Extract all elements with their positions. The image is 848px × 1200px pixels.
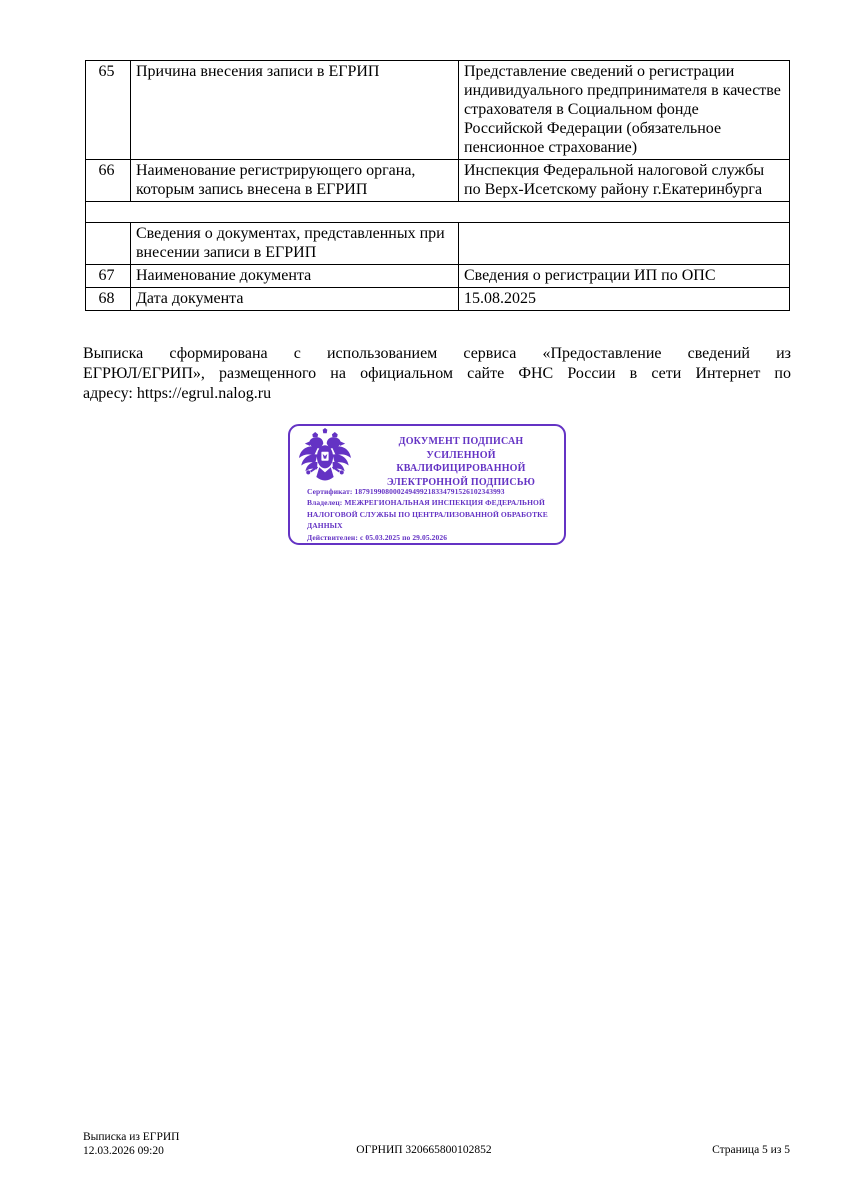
note-line: ЕГРЮЛ/ЕГРИП», размещенного на официальном сайте ФНС России в сети Интернет по (83, 365, 791, 382)
table-section-header-row (86, 223, 790, 265)
table-row-66 (86, 160, 790, 202)
row-number: 68 (86, 288, 131, 311)
signature-stamp (288, 424, 566, 545)
row-label: Сведения о документах, представленных при внесении записи в ЕГРИП (131, 223, 459, 265)
spacer-cell (86, 202, 790, 223)
footer-doc-type: Выписка из ЕГРИП (83, 1131, 180, 1143)
validity-line (307, 532, 559, 543)
row-number: 67 (86, 265, 131, 288)
note-line-url: адресу: https://egrul.nalog.ru (83, 385, 272, 402)
stamp-title-line: УСИЛЕННОЙ КВАЛИФИЦИРОВАННОЙ (396, 449, 526, 474)
row-label: Наименование регистрирующего органа, которым запись внесена в ЕГРИП (131, 160, 459, 202)
row-label: Наименование документа (131, 265, 459, 288)
row-label: Дата документа (131, 288, 459, 311)
footer-ogrnip: ОГРНИП 320665800102852 (356, 1144, 492, 1156)
coat-of-arms-eagle-icon (296, 428, 354, 488)
row-number (86, 223, 131, 265)
row-value: Представление сведений о регистрации индивидуального предпринимателя в качестве страхователя в Социальном фонде Российской Федерации (обязательное пенсионное страхование) (459, 61, 790, 160)
certificate-value: 187919908000249499218334791526102343993 (354, 487, 505, 496)
certificate-label: Сертификат: (307, 487, 353, 496)
stamp-info (307, 486, 559, 543)
stamp-title-line: ЭЛЕКТРОННОЙ ПОДПИСЬЮ (386, 476, 536, 488)
footer-page-number: Страница 5 из 5 (712, 1144, 790, 1156)
certificate-line (307, 486, 559, 497)
row-value: Сведения о регистрации ИП по ОПС (459, 265, 790, 288)
row-value (459, 223, 790, 265)
row-number: 65 (86, 61, 131, 160)
table-row-67 (86, 265, 790, 288)
table-row-68 (86, 288, 790, 311)
table-row-65 (86, 61, 790, 160)
owner-value: МЕЖРЕГИОНАЛЬНАЯ ИНСПЕКЦИЯ ФЕДЕРАЛЬНОЙ НАЛОГОВОЙ СЛУЖБЫ ПО ЦЕНТРАЛИЗОВАННОЙ ОБРАБОТКЕ ДАННЫХ (307, 498, 548, 531)
table-spacer-row (86, 202, 790, 223)
row-value: 15.08.2025 (459, 288, 790, 311)
stamp-title-line: ДОКУМЕНТ ПОДПИСАН (398, 436, 524, 447)
owner-label: Владелец: (307, 498, 343, 508)
validity-value: с 05.03.2025 по 29.05.2026 (359, 532, 448, 542)
owner-line (307, 497, 559, 531)
registry-table (85, 60, 790, 311)
note-paragraph (83, 344, 791, 404)
stamp-title (362, 435, 560, 489)
footer-datetime: 12.03.2026 09:20 (83, 1145, 164, 1157)
row-label: Причина внесения записи в ЕГРИП (131, 61, 459, 160)
note-line: Выписка сформирована с использованием сервиса «Предоставление сведений из (83, 345, 791, 362)
validity-label: Действителен: (307, 532, 358, 542)
row-value: Инспекция Федеральной налоговой службы по Верх-Исетскому району г.Екатеринбурга (459, 160, 790, 202)
row-number: 66 (86, 160, 131, 202)
